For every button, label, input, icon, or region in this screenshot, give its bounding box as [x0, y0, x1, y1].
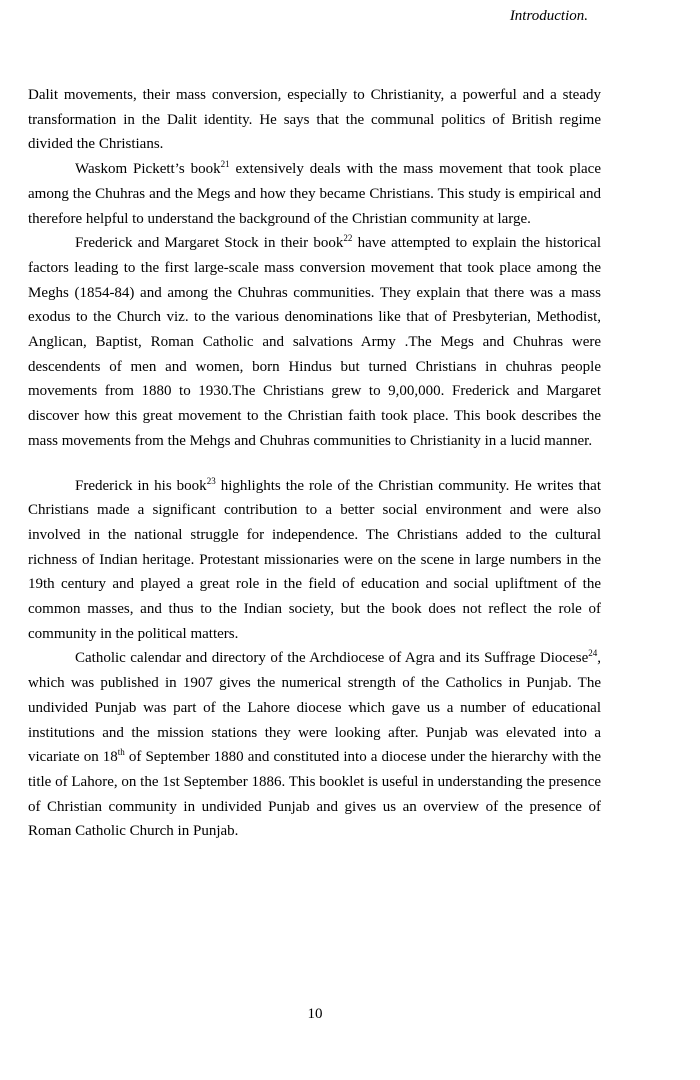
paragraph-text: , which was published in 1907 gives the numerical strength of the Catholics in Punjab. The undivided Punjab was part of the Lahore diocese which gave us a number of educational institutions and the mission stations they were looking after. Punjab was elevated into a vicariate on 18 [28, 650, 601, 766]
footnote-marker: 22 [343, 233, 353, 244]
paragraph-text: Waskom Pickett’s book [75, 161, 221, 178]
paragraph-continuation [28, 83, 601, 157]
paragraph-frederick [28, 474, 601, 647]
paragraph-text: extensively deals with the mass movement that took place among the Chuhras and the Megs and how they became Christians. This study is empirical and therefore helpful to understand the background of the Christian community at large. [28, 161, 601, 227]
paragraph-pickett [28, 157, 601, 231]
paragraph-stock [28, 231, 601, 453]
paragraph-text: Frederick in his book [75, 477, 207, 494]
running-header: Introduction. [509, 8, 588, 24]
paragraph-catholic-calendar [28, 646, 601, 844]
body-text [28, 83, 601, 844]
footnote-marker: 21 [220, 159, 230, 170]
paragraph-text: Frederick and Margaret Stock in their book [75, 235, 344, 252]
ordinal-suffix: th [117, 747, 125, 758]
footnote-marker: 23 [206, 475, 216, 486]
page-number: 10 [307, 1006, 323, 1022]
paragraph-text: of September 1880 and constituted into a diocese under the hierarchy with the title of Lahore, on the 1st September 1886. This booklet is useful in understanding the presence of Christian community in undivided Punjab and gives us an overview of the presence of Roman Catholic Church in Punjab. [28, 749, 601, 840]
paragraph-text: Catholic calendar and directory of the Archdiocese of Agra and its Suffrage Diocese [75, 650, 589, 667]
paragraph-text: highlights the role of the Christian community. He writes that Christians made a significant contribution to a better social environment and were also involved in the national struggle for independence. The Christians added to the cultural richness of Indian heritage. Protestant missionaries were on the scene in large numbers in the 19th century and played a great role in the field of education and social upliftment of the common masses, and thus to the Indian society, but the book does not reflect the role of community in the political matters. [28, 477, 601, 642]
paragraph-text: have attempted to explain the historical factors leading to the first large-scale mass conversion movement that took place among the Meghs (1854-84) and among the Chuhras communities. They explain that there was a mass exodus to the Church viz. to the various denominations like that of Presbyterian, Methodist, Anglican, Baptist, Roman Catholic and salvations Army .The Megs and Chuhras were descendents of men and women, born Hindus but turned Christians in chuhras people movements from 1880 to 1930.The Christians grew to 9,00,000. Frederick and Margaret discover how this great movement to the Christian faith took place. This book describes the mass movements from the Mehgs and Chuhras communities to Christianity in a lucid manner. [28, 235, 602, 449]
footnote-marker: 24 [588, 648, 598, 659]
paragraph-text: Dalit movements, their mass conversion, especially to Christianity, a powerful and a steady transformation in the Dalit identity. He says that the communal politics of British regime divided the Christians. [28, 87, 601, 153]
